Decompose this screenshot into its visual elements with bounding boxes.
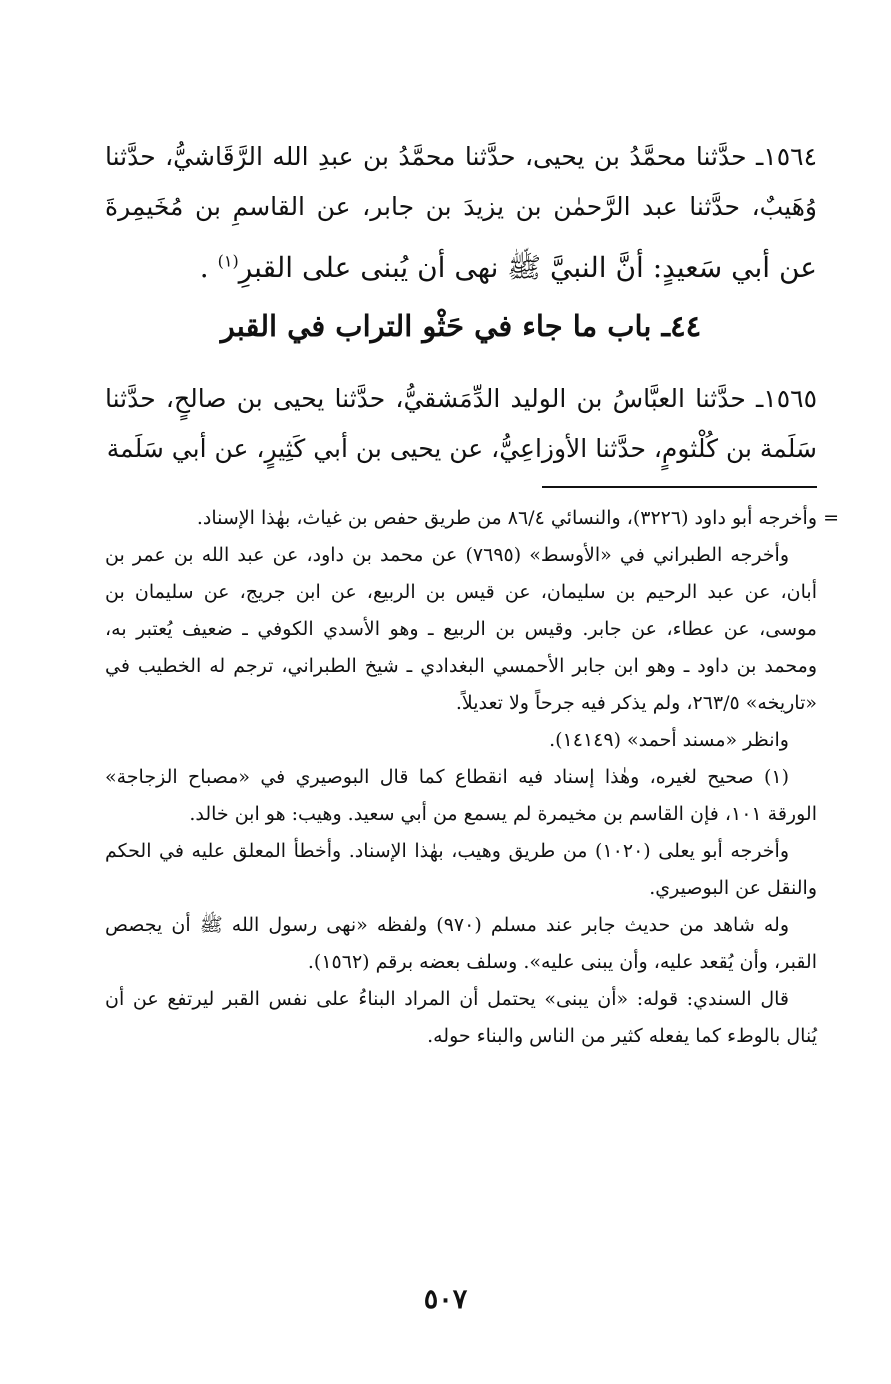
hadith-1564-matn-line (200, 251, 817, 284)
hadith-1565: ١٥٦٥ـ حدَّثنا العبَّاسُ بن الوليد الدِّمَشقيُّ، حدَّثنا يحيى بن صالحٍ، حدَّثنا سَلَمة بن كُلْثومٍ، حدَّثنا الأوزاعِيُّ، عن يحيى بن أبي كَثِيرٍ، عن أبي سَلَمة (105, 384, 817, 463)
footnote-paragraph: وله شاهد من حديث جابر عند مسلم (٩٧٠) ولفظه «نهى رسول الله ﷺ أن يجصص القبر، وأن يُقعد عليه، وأن يبنى عليه». وسلف بعضه برقم (١٥٦٢). (105, 914, 817, 973)
footnote-text: وأخرجه أبو داود (٣٢٢٦)، والنسائي ٨٦/٤ من طريق حفص بن غياث، بهٰذا الإسناد. (196, 507, 817, 529)
hadith-1564-matn: عن أبي سَعيدٍ: أنَّ النبيَّ ﷺ نهى أن يُبنى على القبرِ (238, 251, 817, 285)
page-number: ٥٠٧ (423, 1284, 468, 1315)
continuation-mark: = (823, 507, 839, 529)
hadith-1564 (105, 132, 817, 285)
chapter-title: ٤٤ـ باب ما جاء في حَثْو التراب في القبر (220, 309, 702, 343)
main-text (105, 132, 817, 474)
page-content (105, 132, 839, 1055)
footnotes (105, 500, 839, 1055)
footnote-paragraph (105, 500, 839, 537)
footnote-paragraph: قال السندي: قوله: «أن يبنى» يحتمل أن المراد البناءُ على نفس القبر ليرتفع عن أن يُنال بالوطء كما يفعله كثير من الناس والبناء حوله. (105, 988, 817, 1047)
footnote-paragraph: وانظر «مسند أحمد» (١٤١٤٩). (549, 729, 789, 751)
footnote-paragraph: وأخرجه الطبراني في «الأوسط» (٧٦٩٥) عن محمد بن داود، عن عبد الله بن عمر بن أبان، عن عبد الرحيم بن سليمان، عن قيس بن الربيع، عن ابن جريج، عن سليمان بن موسى، عن عطاء، عن جابر. وقيس بن الربيع ـ وهو الأسدي الكوفي ـ ضعيف يُعتبر به، ومحمد بن داود ـ وهو ابن جابر الأحمسي البغدادي ـ شيخ الطبراني، ترجم له الخطيب في «تاريخه» ٢٦٣/٥، ولم يذكر فيه جرحاً ولا تعديلاً. (105, 544, 817, 714)
hadith-1564-end: . (199, 251, 209, 285)
hadith-1564-isnad: ١٥٦٤ـ حدَّثنا محمَّدُ بن يحيى، حدَّثنا محمَّدُ بن عبدِ الله الرَّقَاشيُّ، حدَّثنا وُهَيبٌ، حدَّثنا عبد الرَّحمٰن بن يزيدَ بن جابر، عن القاسمِ بن مُخَيمِرةَ (105, 142, 817, 221)
footnote-1: (١) صحيح لغيره، وهٰذا إسناد فيه انقطاع كما قال البوصيري في «مصباح الزجاجة» الورقة ١٠١، فإن القاسم بن مخيمرة لم يسمع من أبي سعيد. وهيب: هو ابن خالد. (105, 766, 817, 825)
footnote-ref-1[interactable]: (١) (217, 252, 239, 271)
footnote-paragraph: وأخرجه أبو يعلى (١٠٢٠) من طريق وهيب، بهٰذا الإسناد. وأخطأ المعلق عليه في الحكم والنقل عن البوصيري. (105, 840, 817, 899)
footnote-divider (542, 486, 817, 488)
